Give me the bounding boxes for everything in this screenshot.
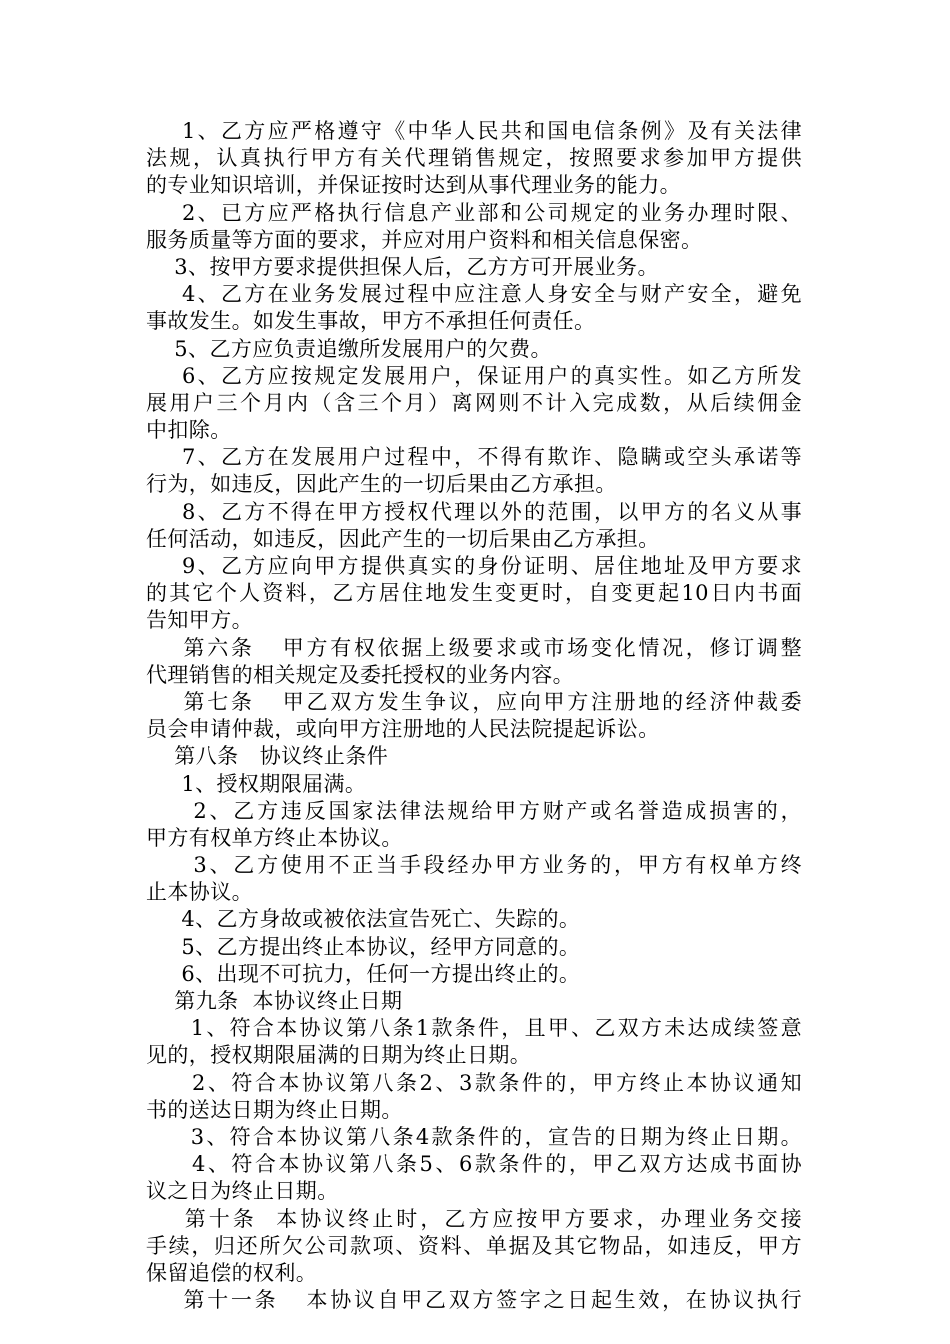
document-text-line: 1、符合本协议第八条1款条件，且甲、乙双方未达成续签意 — [146, 1016, 802, 1041]
document-text-line: 代理销售的相关规定及委托授权的业务内容。 — [146, 662, 574, 687]
document-text-line: 9、乙方应向甲方提供真实的身份证明、居住地址及甲方要求 — [146, 554, 802, 578]
document-text-line: 2、符合本协议第八条2、3款条件的，甲方终止本协议通知 — [146, 1070, 802, 1095]
document-text-line: 第十一条 本协议自甲乙双方签字之日起生效，在协议执行 — [146, 1288, 802, 1313]
document-text-line: 5、乙方提出终止本协议，经甲方同意的。 — [146, 934, 581, 959]
document-text-line: 中扣除。 — [146, 418, 232, 443]
document-text-line: 6、乙方应按规定发展用户，保证用户的真实性。如乙方所发 — [146, 363, 802, 388]
document-text-line: 告知甲方。 — [146, 608, 253, 633]
document-text-line: 第十条 本协议终止时，乙方应按甲方要求，办理业务交接 — [146, 1206, 802, 1231]
document-text-line: 4、符合本协议第八条5、6款条件的，甲乙双方达成书面协 — [146, 1152, 802, 1177]
document-text-line: 甲方有权单方终止本协议。 — [146, 825, 403, 850]
document-text-line: 书的送达日期为终止日期。 — [146, 1097, 403, 1122]
document-text-line: 2、已方应严格执行信息产业部和公司规定的业务办理时限、 — [146, 200, 802, 225]
document-text-line: 手续，归还所欠公司款项、资料、单据及其它物品，如违反，甲方 — [146, 1233, 802, 1258]
document-page — [146, 118, 802, 1314]
document-text-line: 事故发生。如发生事故，甲方不承担任何责任。 — [146, 309, 596, 334]
document-text-line: 议之日为终止日期。 — [146, 1179, 339, 1204]
document-text-line: 第八条 协议终止条件 — [146, 744, 389, 769]
document-text-line: 7、乙方在发展用户过程中，不得有欺诈、隐瞒或空头承诺等 — [146, 445, 802, 470]
document-text-line: 8、乙方不得在甲方授权代理以外的范围，以甲方的名义从事 — [146, 499, 802, 524]
document-text-line: 2、乙方违反国家法律法规给甲方财产或名誉造成损害的， — [146, 798, 802, 823]
document-text-line: 第六条 甲方有权依据上级要求或市场变化情况，修订调整 — [146, 635, 802, 660]
document-text-line: 6、出现不可抗力，任何一方提出终止的。 — [146, 961, 581, 986]
document-text-line: 3、按甲方要求提供担保人后，乙方方可开展业务。 — [146, 254, 659, 279]
document-text-line: 3、乙方使用不正当手段经办甲方业务的，甲方有权单方终 — [146, 853, 802, 878]
document-text-line: 法规，认真执行甲方有关代理销售规定，按照要求参加甲方提供 — [146, 146, 802, 171]
document-text-line: 的专业知识培训，并保证按时达到从事代理业务的能力。 — [146, 173, 681, 198]
document-text-line: 见的，授权期限届满的日期为终止日期。 — [146, 1043, 532, 1068]
document-text-line: 的其它个人资料，乙方居住地发生变更时，自变更起10日内书面 — [146, 581, 802, 606]
document-text-line: 行为，如违反，因此产生的一切后果由乙方承担。 — [146, 472, 617, 497]
document-text-line: 第七条 甲乙双方发生争议，应向甲方注册地的经济仲裁委 — [146, 689, 802, 714]
document-text-line: 1、授权期限届满。 — [146, 771, 367, 796]
document-text-line: 员会申请仲裁，或向甲方注册地的人民法院提起诉讼。 — [146, 717, 660, 742]
document-text-line: 保留追偿的权利。 — [146, 1260, 318, 1285]
document-text-line: 5、乙方应负责追缴所发展用户的欠费。 — [146, 336, 552, 361]
document-text-line: 展用户三个月内（含三个月）离网则不计入完成数，从后续佣金 — [146, 390, 802, 415]
document-text-line: 4、乙方身故或被依法宣告死亡、失踪的。 — [146, 907, 581, 932]
document-text-line: 3、符合本协议第八条4款条件的，宣告的日期为终止日期。 — [146, 1124, 802, 1149]
document-text-line: 止本协议。 — [146, 880, 253, 905]
document-text-line: 第九条 本协议终止日期 — [146, 989, 403, 1013]
document-text-line: 4、乙方在业务发展过程中应注意人身安全与财产安全，避免 — [146, 282, 802, 307]
document-text-line: 任何活动，如违反，因此产生的一切后果由乙方承担。 — [146, 526, 660, 551]
document-text-line: 1、乙方应严格遵守《中华人民共和国电信条例》及有关法律 — [146, 119, 802, 143]
document-text-line: 服务质量等方面的要求，并应对用户资料和相关信息保密。 — [146, 227, 703, 252]
